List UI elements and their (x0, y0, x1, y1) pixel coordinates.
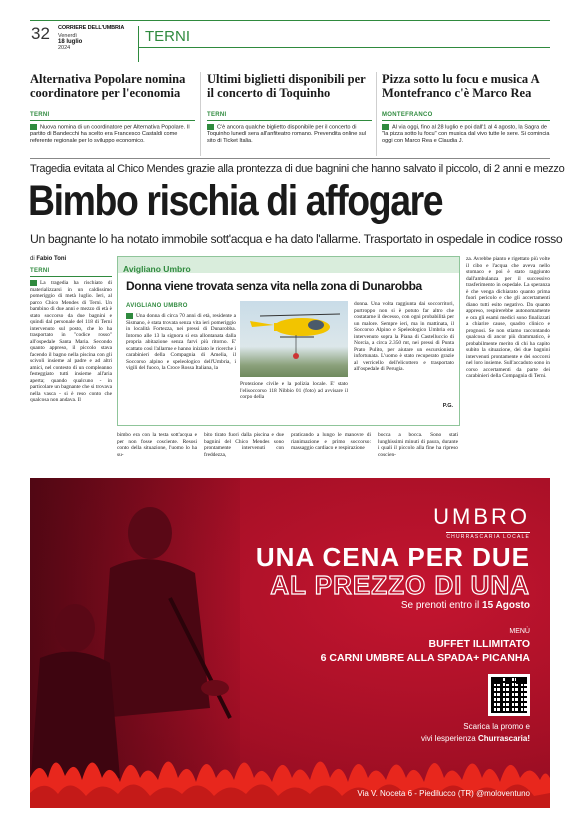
ad-promo-2-bold: Churrascaria! (477, 734, 530, 743)
ad-menu-1: BUFFET ILLIMITATO (428, 638, 530, 650)
boxed-story (117, 256, 460, 426)
top-story-1-tag: TERNI (30, 112, 50, 118)
main-col-6: za. Avrebbe pianto e rigettato più volte il cibo e l'acqua che aveva nello stomaco e poi è stato raggiunto dall'ambulanza per il successivo trasferimento in ospedale. La speranza è che venga dichiarato quanto prima fuori pericolo e che gli accertamenti diano tutti esito negativo. Da quanto appreso, respirerebbe autonomamente e ora gli esami medici sono finalizzati a chiarire cause, quadro clinico e prognosi. Se non stiamo raccontando qualcosa di ancor più drammatico, è probabilmente merito di chi ha capito subito la situazione, dei due bagnini intervenuti prontamente e dei soccorsi nel loro insieme. Sull'accaduto sono in corso accertamenti da parte dei carabinieri della Compagnia di Terni. (466, 256, 550, 379)
boxed-headline: Donna viene trovata senza vita nella zona di Dunarobba (126, 279, 422, 293)
main-col-1: La tragedia ha rischiato di materializzarsi in un caldissimo pomeriggio di metà luglio. Ieri, al parco Chico Mendes di Terni. Un bambino di due anni e mezzo di età è stato soccorso da due bagnini e quindi dal personale del 118 di Terni intervenuto sul posto, che lo ha trasportato in "codice rosso" all'ospedale Santa Maria. Secondo quanto appreso, il piccolo stava facendo il bagno nella piscina con gli scivoli insieme al padre e ad altri amici, nel contesto di un compleanno festeggiato tutti insieme all'aria aperta; quando qualcuno - in particolare un bagnante che si trovava nella vasca - si è reso conto che qualcosa non andava. Il (30, 280, 112, 470)
top-story-2-body: C'è ancora qualche biglietto disponibile per il concerto di Toquinho lunedì sera all'anfiteatro romano. Prevendita online sul sito di Ticket Italia. (207, 124, 372, 145)
ad-headline-2: AL PREZZO DI UNA (270, 570, 530, 600)
ad-promo-1: Scarica la promo e (463, 722, 530, 731)
issue-date: 18 luglio (58, 39, 83, 45)
main-headline: Bimbo rischia di affogare (28, 177, 443, 225)
boxed-col-3: donna. Una volta raggiunta dai soccorritori, purtroppo non si è potuto far altro che costatarne il decesso, con ogni probabilità per un malore. Sempre ieri, ma in mattinata, il Soccorso Alpino e Speleologico Umbria era intervenuto sopra la Piana di Castelluccio di Norcia, a circa 2.350 mt, nei pressi di Punta Prato Pulito, per aiutare un escursionista infortunata. L'uomo è stato recuperato grazie al verricello dell'elicottero e trasportato all'ospedale di Perugia. (354, 301, 454, 372)
top-story-1-headline: Alternativa Popolare nomina coordinatore per l'economia (30, 72, 186, 100)
top-story-3-tag: MONTEFRANCO (382, 112, 433, 118)
section-title: TERNI (145, 28, 190, 45)
top-story-1-body: Nuova nomina di un coordinatore per Alternativa Popolare. Il partito di Bandecchi ha scelto era Francesco Castaldi come referente regionale per lo sviluppo economico. (30, 124, 195, 145)
byline-prefix: di (30, 256, 35, 262)
byline (30, 256, 66, 262)
top-story-3-headline: Pizza sotto lu focu e musica A Montefranco c'è Marco Rea (382, 72, 539, 100)
top-story-3 (382, 72, 550, 145)
main-col-5: bocca a bocca. Sono stati lunghissimi minuti di paura, durante i quali il piccolo alla fine ha ripreso coscien- (378, 432, 458, 458)
boxed-col-2: Protezione civile e la polizia locale. E' stato l'elisoccorso 118 Nibbio 01 (foto) ad avvisare il corpo della (240, 381, 348, 400)
main-col-2: bimbo era con la testa sott'acqua e per non fosse cosciente. Resosi conto della situazione, l'uomo lo ha su- (117, 432, 197, 458)
ad-headline-1: UNA CENA PER DUE (255, 542, 530, 572)
ad-booking-date: 15 Agosto (482, 600, 530, 611)
ad-brand: UMBRO (433, 504, 530, 529)
advertisement[interactable] (30, 478, 550, 808)
ad-menu-2: 6 CARNI UMBRE ALLA SPADA+ PICANHA (320, 652, 530, 664)
boxed-section: Avigliano Umbro (123, 264, 191, 274)
issue-day: Venerdì (58, 33, 77, 39)
top-story-2 (207, 72, 372, 145)
top-story-2-tag: TERNI (207, 112, 227, 118)
main-col-4: praticando a lungo le manovre di rianimazione e primo soccorso: massaggio cardiaco e respirazione (291, 432, 371, 451)
helicopter-photo (240, 301, 348, 377)
masthead-name: CORRIERE DELL'UMBRIA (58, 25, 125, 31)
ad-promo-2-text: vivi lesperienza (421, 734, 476, 743)
top-story-2-headline: Ultimi biglietti disponibili per il concerto di Toquinho (207, 72, 366, 100)
page-number: 32 (31, 24, 50, 43)
ad-promo-2 (421, 734, 530, 743)
ad-menu-label: MENÙ (509, 628, 530, 635)
main-subhead: Un bagnante lo ha notato immobile sott'acqua e ha dato l'allarme. Trasportato in ospedale in codice rosso (30, 232, 563, 246)
boxed-signature: P.G. (442, 403, 453, 409)
main-tag: TERNI (30, 268, 50, 274)
masthead-logo (58, 25, 125, 51)
ad-brand-sub: CHURRASCARIA LOCALE (446, 534, 530, 540)
byline-name: Fabio Toni (36, 256, 67, 262)
top-story-1 (30, 72, 195, 145)
boxed-tag: AVIGLIANO UMBRO (126, 303, 188, 309)
boxed-col-1: Una donna di circa 70 anni di età, residente a Sismano, è stata trovata senza vita ieri pomeriggio in località Fortezza, nei pressi di Dunarobba. Intorno alle 13 la signora si era allontanata dalla propria abitazione senza farvi più ritorno. E' scattato così l'allarme e hanno iniziato le ricerche i carabinieri della Compagnia di Amelia, il Soccorso alpino e speleologico dell'Umbria, i vigili del fuoco, la Croce Rossa Italiana, la (126, 313, 236, 372)
qr-code[interactable] (488, 674, 530, 716)
top-story-3-body: Al via oggi, fino al 28 luglio e poi dall'1 al 4 agosto, la Sagra de "la pizza sotto lu focu" con musica dal vivo tutte le sere. Si comincia oggi con Marco Rea e Claudia J. (382, 124, 550, 145)
main-kicker: Tragedia evitata al Chico Mendes grazie alla prontezza di due bagnini che hanno salvato il piccolo, di 2 anni e mezzo (30, 163, 565, 175)
boxed-section-bar (118, 257, 459, 273)
ad-booking-text: Se prenoti entro il (400, 600, 480, 611)
ad-address: Via V. Noceta 6 - Piedilucco (TR) @moloventuno (357, 789, 530, 798)
main-col-3: bito tirato fuori dalla piscina e due bagnini del Chico Mendes sono prontamente intervenuti con freddezza, (204, 432, 284, 458)
ad-booking (401, 600, 530, 611)
issue-year: 2024 (58, 45, 71, 51)
